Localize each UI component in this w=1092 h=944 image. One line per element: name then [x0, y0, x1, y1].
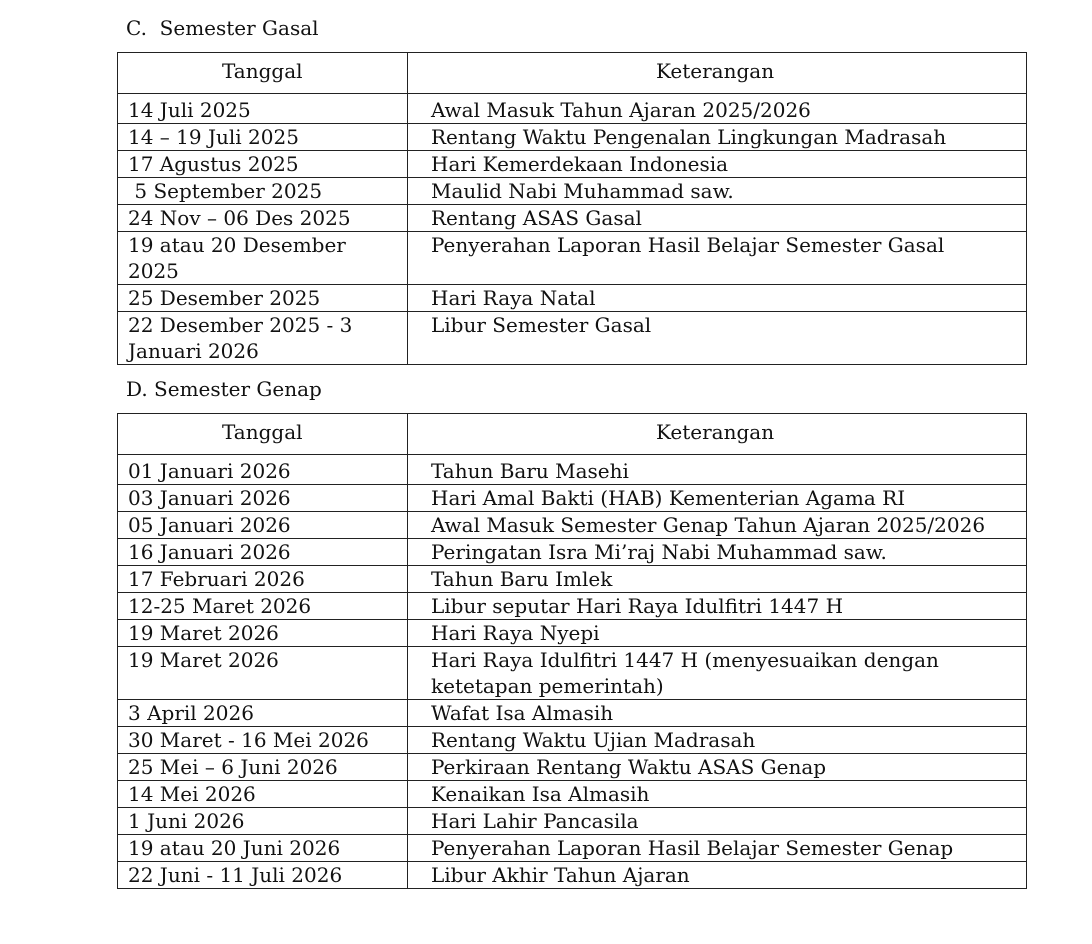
date-cell: 22 Desember 2025 - 3 Januari 2026: [118, 312, 408, 365]
description-cell: Hari Raya Nyepi: [408, 620, 1027, 647]
table-row: [118, 835, 1027, 862]
date-cell: 19 atau 20 Juni 2026: [118, 835, 408, 862]
section-title-semester-gasal: C. Semester Gasal: [126, 16, 319, 40]
date-cell: 16 Januari 2026: [118, 539, 408, 566]
date-cell: 1 Juni 2026: [118, 808, 408, 835]
table-row: [118, 727, 1027, 754]
table-row: [118, 781, 1027, 808]
column-header-tanggal: Tanggal: [118, 53, 408, 94]
description-cell: Peringatan Isra Mi’raj Nabi Muhammad saw.: [408, 539, 1027, 566]
description-cell: Libur seputar Hari Raya Idulfitri 1447 H: [408, 593, 1027, 620]
date-cell: 19 Maret 2026: [118, 647, 408, 700]
table-row: [118, 205, 1027, 232]
description-cell: Maulid Nabi Muhammad saw.: [408, 178, 1027, 205]
date-cell: 5 September 2025: [118, 178, 408, 205]
table-row: [118, 862, 1027, 889]
description-cell: Rentang Waktu Ujian Madrasah: [408, 727, 1027, 754]
table-row: [118, 94, 1027, 124]
description-cell: Hari Lahir Pancasila: [408, 808, 1027, 835]
column-header-keterangan: Keterangan: [408, 414, 1027, 455]
description-cell: Tahun Baru Masehi: [408, 455, 1027, 485]
description-cell: Tahun Baru Imlek: [408, 566, 1027, 593]
description-cell: Hari Amal Bakti (HAB) Kementerian Agama RI: [408, 485, 1027, 512]
table-row: [118, 178, 1027, 205]
description-cell: Libur Akhir Tahun Ajaran: [408, 862, 1027, 889]
description-cell: Hari Raya Natal: [408, 285, 1027, 312]
description-cell: Penyerahan Laporan Hasil Belajar Semester Genap: [408, 835, 1027, 862]
date-cell: 25 Desember 2025: [118, 285, 408, 312]
date-cell: 25 Mei – 6 Juni 2026: [118, 754, 408, 781]
table-row: [118, 754, 1027, 781]
description-cell: Rentang Waktu Pengenalan Lingkungan Madrasah: [408, 124, 1027, 151]
description-cell: Awal Masuk Tahun Ajaran 2025/2026: [408, 94, 1027, 124]
date-cell: 19 atau 20 Desember 2025: [118, 232, 408, 285]
description-cell: Penyerahan Laporan Hasil Belajar Semester Gasal: [408, 232, 1027, 285]
description-cell: Perkiraan Rentang Waktu ASAS Genap: [408, 754, 1027, 781]
description-cell: Rentang ASAS Gasal: [408, 205, 1027, 232]
date-cell: 14 – 19 Juli 2025: [118, 124, 408, 151]
table-header-row: [118, 414, 1027, 455]
table-semester-gasal: [117, 52, 1027, 365]
table-row: [118, 566, 1027, 593]
table-row: [118, 285, 1027, 312]
column-header-keterangan: Keterangan: [408, 53, 1027, 94]
date-cell: 03 Januari 2026: [118, 485, 408, 512]
table-row: [118, 124, 1027, 151]
table-row: [118, 485, 1027, 512]
table-row: [118, 593, 1027, 620]
table-row: [118, 539, 1027, 566]
description-cell: Awal Masuk Semester Genap Tahun Ajaran 2025/2026: [408, 512, 1027, 539]
date-cell: 30 Maret - 16 Mei 2026: [118, 727, 408, 754]
table-header-row: [118, 53, 1027, 94]
table-row: [118, 700, 1027, 727]
date-cell: 24 Nov – 06 Des 2025: [118, 205, 408, 232]
date-cell: 01 Januari 2026: [118, 455, 408, 485]
table-row: [118, 647, 1027, 700]
date-cell: 14 Juli 2025: [118, 94, 408, 124]
table-row: [118, 151, 1027, 178]
date-cell: 12-25 Maret 2026: [118, 593, 408, 620]
date-cell: 14 Mei 2026: [118, 781, 408, 808]
table-row: [118, 232, 1027, 285]
date-cell: 22 Juni - 11 Juli 2026: [118, 862, 408, 889]
column-header-tanggal: Tanggal: [118, 414, 408, 455]
table-row: [118, 312, 1027, 365]
section-title-semester-genap: D. Semester Genap: [126, 377, 322, 401]
table-row: [118, 455, 1027, 485]
date-cell: 17 Februari 2026: [118, 566, 408, 593]
table-row: [118, 620, 1027, 647]
date-cell: 19 Maret 2026: [118, 620, 408, 647]
description-cell: Wafat Isa Almasih: [408, 700, 1027, 727]
date-cell: 3 April 2026: [118, 700, 408, 727]
description-cell: Libur Semester Gasal: [408, 312, 1027, 365]
date-cell: 05 Januari 2026: [118, 512, 408, 539]
table-row: [118, 512, 1027, 539]
date-cell: 17 Agustus 2025: [118, 151, 408, 178]
description-cell: Hari Kemerdekaan Indonesia: [408, 151, 1027, 178]
description-cell: Kenaikan Isa Almasih: [408, 781, 1027, 808]
description-cell: Hari Raya Idulfitri 1447 H (menyesuaikan dengan ketetapan pemerintah): [408, 647, 1027, 700]
table-semester-genap: [117, 413, 1027, 889]
table-row: [118, 808, 1027, 835]
